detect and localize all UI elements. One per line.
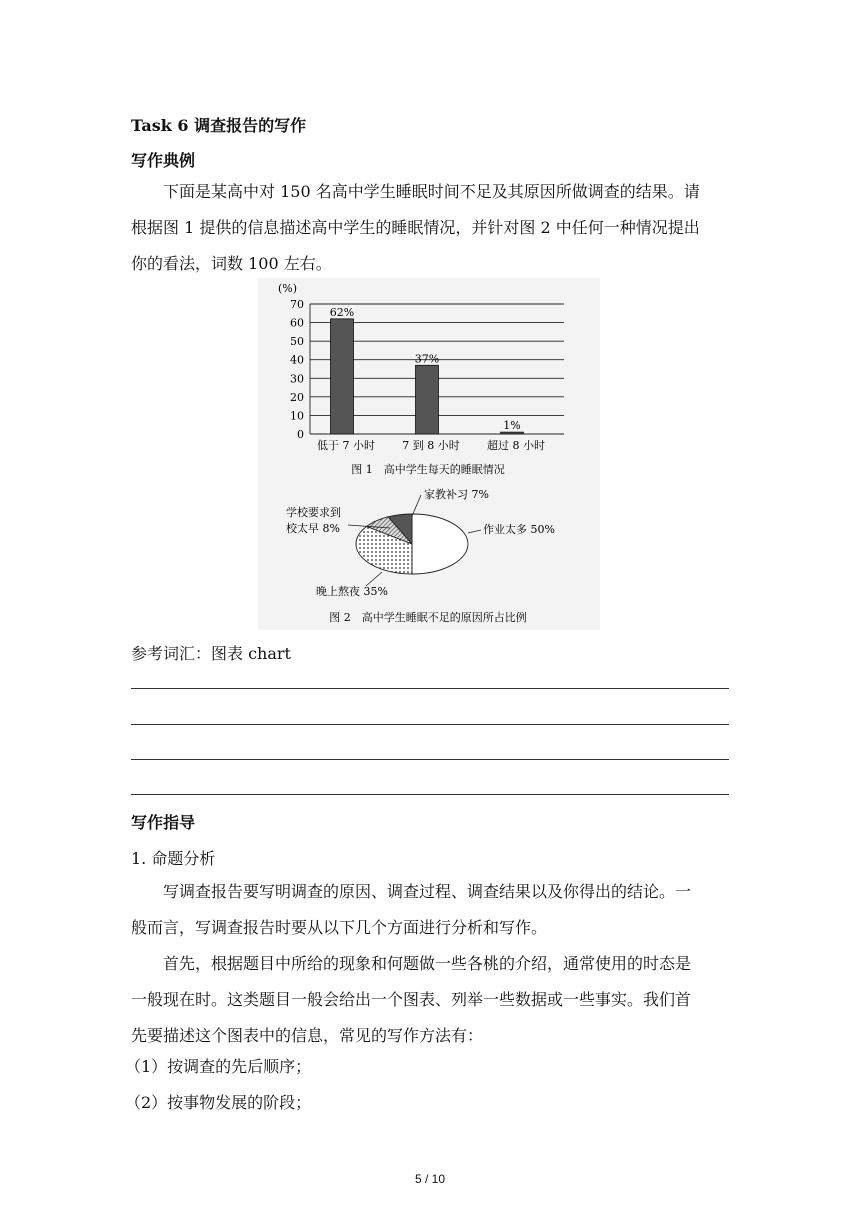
pie-leader-homework	[468, 530, 481, 533]
prompt-line-1: 下面是某高中对 150 名高中学生睡眠时间不足及其原因所做调查的结果。请	[163, 182, 700, 201]
prompt-paragraph	[131, 174, 731, 282]
pie-label-homework: 作业太多 50%	[483, 523, 555, 536]
guide-p1-line-1: 写调查报告要写明调查的原因、调查过程、调查结果以及你得出的结论。一	[163, 882, 692, 901]
pie-label-stayup: 晚上熬夜 35%	[316, 585, 388, 598]
prompt-line-3: 你的看法，词数 100 左右。	[131, 254, 332, 273]
example-heading: 写作典例	[131, 151, 196, 170]
x-tick-label: 低于 7 小时	[317, 439, 375, 452]
prompt-line-2: 根据图 1 提供的信息描述高中学生的睡眠情况，并针对图 2 中任何一种情况提出	[131, 218, 700, 237]
bar-series	[330, 306, 524, 434]
figure-image	[258, 278, 600, 630]
y-tick-label: 20	[290, 390, 304, 404]
page-number: 5 / 10	[414, 1172, 446, 1186]
guide-paragraph-2	[131, 946, 731, 1054]
x-tick-label: 超过 8 小时	[487, 439, 545, 452]
bar-x-tick-labels	[317, 438, 545, 452]
pie-leader-tutor	[412, 495, 421, 516]
y-tick-label: 0	[297, 428, 304, 441]
bar-ylabel: (%)	[278, 282, 298, 295]
bar	[416, 365, 439, 434]
bar-data-label: 62%	[329, 305, 355, 319]
list-item: （2）按事物发展的阶段；	[125, 1093, 312, 1112]
y-tick-label: 70	[290, 298, 304, 311]
answer-line-3[interactable]	[131, 759, 729, 760]
answer-line-1[interactable]	[131, 688, 729, 689]
guide-p2-line-2: 一般现在时。这类题目一般会给出一个图表、列举一些数据或一些事实。我们首	[131, 990, 692, 1009]
bar-data-label: 37%	[414, 352, 440, 366]
guide-p2-line-3: 先要描述这个图表中的信息，常见的写作方法有：	[131, 1026, 484, 1045]
answer-line-2[interactable]	[131, 724, 729, 725]
y-tick-label: 40	[290, 353, 304, 367]
pie-leader-stayup	[366, 572, 382, 586]
y-tick-label: 50	[290, 335, 304, 349]
guide-heading: 写作指导	[131, 813, 196, 832]
pie-label-tutor: 家教补习 7%	[424, 488, 489, 501]
figure1-caption: 图 1 高中学生每天的睡眠情况	[351, 463, 505, 476]
guide-p1-line-2: 般而言，写调查报告时要从以下几个方面进行分析和写作。	[131, 918, 548, 937]
bar	[331, 319, 354, 434]
item-1-title: 1. 命题分析	[131, 849, 216, 868]
list-item: （1）按调查的先后顺序；	[125, 1057, 312, 1076]
bar-data-label: 1%	[503, 419, 521, 433]
answer-line-4[interactable]	[131, 794, 729, 795]
guide-p2-line-1: 首先，根据题目中所给的现象和何题做一些各桃的介绍，通常使用的时态是	[163, 954, 692, 973]
y-tick-label: 10	[290, 409, 304, 423]
vocab-hint: 参考词汇：图表 chart	[131, 644, 291, 663]
figure2-caption: 图 2 高中学生睡眠不足的原因所占比例	[329, 611, 527, 624]
task-title: Task 6 调查报告的写作	[131, 116, 307, 135]
guide-paragraph-1	[131, 874, 731, 946]
figure-svg	[258, 278, 600, 630]
pie-label-school-line2: 校太早 8%	[286, 522, 340, 535]
pie-chart	[356, 514, 468, 574]
y-tick-label: 60	[290, 316, 304, 330]
x-tick-label: 7 到 8 小时	[402, 439, 460, 452]
bar	[501, 432, 524, 434]
y-tick-label: 30	[290, 372, 304, 386]
pie-slice-homework	[412, 514, 468, 574]
pie-label-school-line1: 学校要求到	[286, 506, 341, 519]
bar-y-tick-labels	[290, 298, 304, 441]
